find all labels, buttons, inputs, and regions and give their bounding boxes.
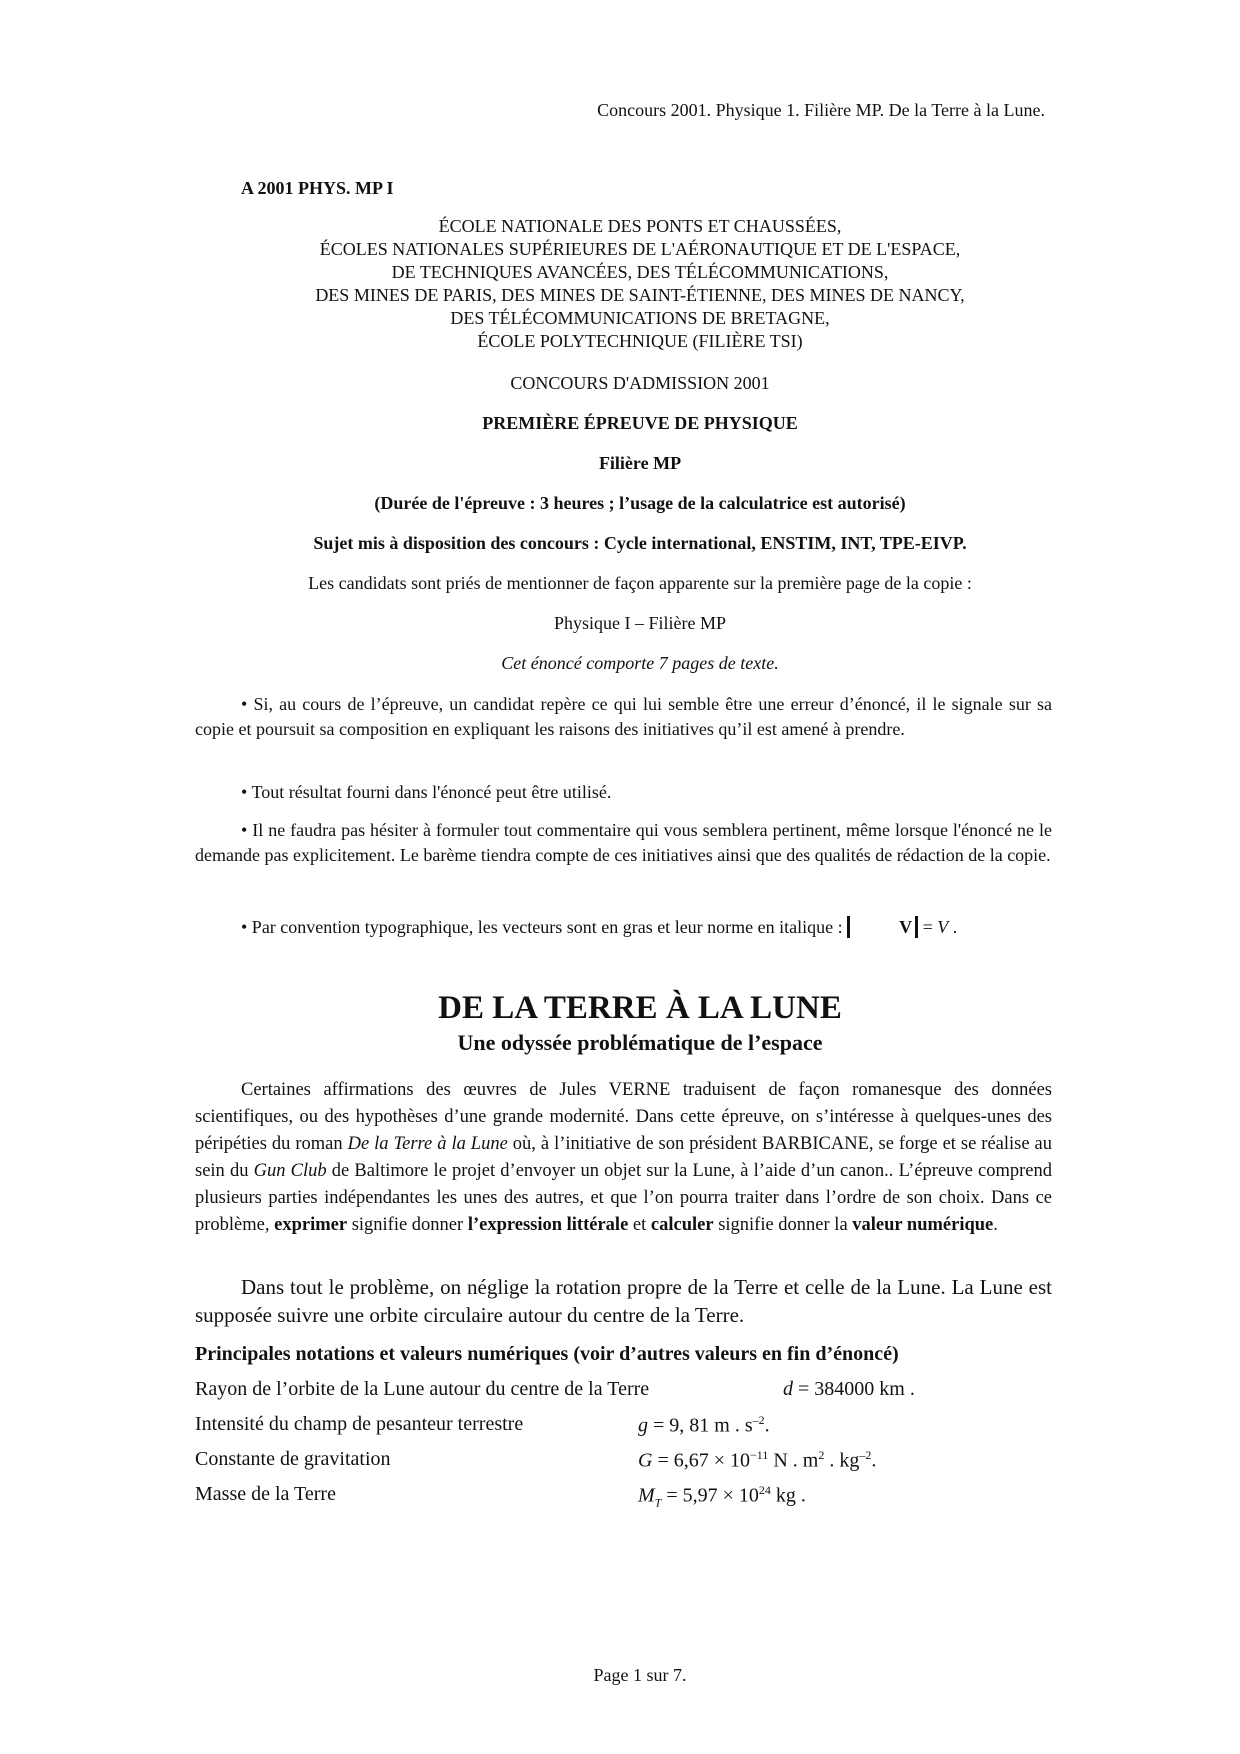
notation-unit: . kg [824,1449,860,1472]
copy-label: Physique I – Filière MP [553,613,726,633]
keyword-exprimer: exprimer [274,1215,348,1235]
notation-equation: = 384000 km . [793,1378,915,1400]
notation-symbol: d [783,1378,793,1400]
duree-line: (Durée de l'épreuve : 3 heures ; l’usage de la calculatrice est autorisé) [374,493,906,513]
intro-text: signifie donner [347,1215,468,1235]
author-name: VERNE [608,1080,671,1100]
notation-value [638,1413,770,1438]
intro-paragraph [195,1077,1052,1239]
intro-text: signifie donner la [713,1215,853,1235]
instruction-paragraph: • Tout résultat fourni dans l'énoncé peut être utilisé. [241,782,612,802]
notation-exponent: −11 [750,1448,769,1462]
intro-text: . [993,1215,998,1235]
norm-symbol: V [937,917,949,937]
notation-symbol: G [638,1449,653,1472]
character-name: BARBICANE [762,1134,869,1154]
keyword-valeur: valeur numérique [852,1215,994,1235]
subtitle: Une odyssée problématique de l’espace [457,1030,823,1055]
notation-exponent: 2 [818,1448,825,1462]
notation-symbol: g [638,1414,648,1437]
intro-text: Certaines affirmations des œuvres de Jules [241,1080,609,1100]
hypothesis-paragraph: Dans tout le problème, on néglige la rotation propre de la Terre et celle de la Lune. La Lune est supposée suivre une orbite circulaire autour du centre de la Terre. [195,1275,1052,1327]
keyword-calculer: calculer [650,1215,714,1235]
notation-value [783,1378,915,1401]
notation-row [195,1413,1085,1447]
instruction-paragraph: • Il ne faudra pas hésiter à formuler tout commentaire qui vous semblera pertinent, même lorsque l'énoncé ne le demande pas explicitement. Le barème tiendra compte de ces initiatives ainsi que des qualités de rédaction de la copie. [195,820,1052,865]
notation-label: Constante de gravitation [195,1448,391,1470]
notation-tail: . [764,1414,770,1437]
main-title: DE LA TERRE À LA LUNE [438,990,842,1026]
notation-exponent: 24 [758,1483,771,1497]
school-line: DES TÉLÉCOMMUNICATIONS DE BRETAGNE, [450,308,830,328]
notation-symbol: M [638,1484,655,1507]
filiere-line: Filière MP [598,453,682,473]
notation-label: Masse de la Terre [195,1483,336,1505]
pages-note: Cet énoncé comporte 7 pages de texte. [501,653,779,673]
school-line: ÉCOLE POLYTECHNIQUE (FILIÈRE TSI) [477,331,803,351]
convention-text: • Par convention typographique, les vecteurs sont en gras et leur norme en italique : [241,917,843,937]
notation-label: Rayon de l’orbite de la Lune autour du centre de la Terre [195,1378,650,1400]
school-line: DES MINES DE PARIS, DES MINES DE SAINT-ÉTIENNE, DES MINES DE NANCY, [315,285,965,305]
school-line: ÉCOLES NATIONALES SUPÉRIEURES DE L'AÉRONAUTIQUE ET DE L'ESPACE, [319,239,961,259]
school-line: ÉCOLE NATIONALE DES PONTS ET CHAUSSÉES, [438,216,842,236]
notation-unit: N . m [768,1449,819,1472]
school-list [195,215,1085,353]
intro-text: et [628,1215,651,1235]
exam-code: A 2001 PHYS. MP I [241,178,394,198]
vector-norm-symbol: V [847,916,918,938]
club-name: Gun Club [253,1161,327,1181]
intro-text: où, à l’initiative de son président [507,1134,763,1154]
notation-equation: = 9, 81 m . s [648,1414,753,1437]
notation-exponent: –2 [859,1448,872,1462]
notation-equation: = 5,97 × 10 [661,1484,759,1507]
school-line: DE TECHNIQUES AVANCÉES, DES TÉLÉCOMMUNICATIONS, [391,262,889,282]
instruction-paragraph: • Si, au cours de l’épreuve, un candidat repère ce qui lui semble être une erreur d’énoncé, il le signale sur sa copie et poursuit sa composition en expliquant les raisons des initiatives qu’il est amené à prendre. [195,694,1052,739]
sujet-line: Sujet mis à disposition des concours : Cycle international, ENSTIM, INT, TPE-EIVP. [313,533,967,553]
notation-value [638,1483,806,1511]
notation-row [195,1448,1085,1482]
notation-row [195,1483,1085,1517]
mention-line: Les candidats sont priés de mentionner de façon apparente sur la première page de la copie : [308,573,972,593]
epreuve-line: PREMIÈRE ÉPREUVE DE PHYSIQUE [482,413,798,433]
keyword-expression: l’expression littérale [467,1215,629,1235]
notation-tail: kg . [770,1484,806,1507]
intro-text: traduisent de façon romanesque des données scientifiques, ou des hypothèses d’une grande modernité. Dans cette épreuve, on s’intéresse à quelques-unes des péripéties du roman [195,1080,1052,1154]
intro-text: , se forge et se réalise au sein du [195,1134,1053,1181]
notation-label: Intensité du champ de pesanteur terrestre [195,1413,524,1435]
notation-value [638,1448,876,1473]
notations-heading: Principales notations et valeurs numériques (voir d’autres valeurs en fin d’énoncé) [195,1343,899,1365]
convention-paragraph: • Par convention typographique, les vecteurs sont en gras et leur norme en italique : V = V . [241,917,958,937]
notation-equation: = 6,67 × 10 [652,1449,751,1472]
notation-exponent: –2 [752,1413,765,1427]
concours-line: CONCOURS D'ADMISSION 2001 [510,373,770,393]
intro-text: de Baltimore le projet d’envoyer un objet sur la Lune, à l’aide d’un canon.. L’épreuve comprend plusieurs parties indépendantes les unes des autres, et que l’on pourra traiter dans l’ordre de son choix. Dans ce problème, [195,1161,1052,1235]
running-header: Concours 2001. Physique 1. Filière MP. De la Terre à la Lune. [597,100,1045,120]
notation-row [195,1378,1085,1412]
page-number: Page 1 sur 7. [593,1665,687,1685]
notation-subscript: T [654,1495,662,1510]
novel-title: De la Terre à la Lune [347,1134,508,1154]
notation-tail: . [871,1449,877,1472]
